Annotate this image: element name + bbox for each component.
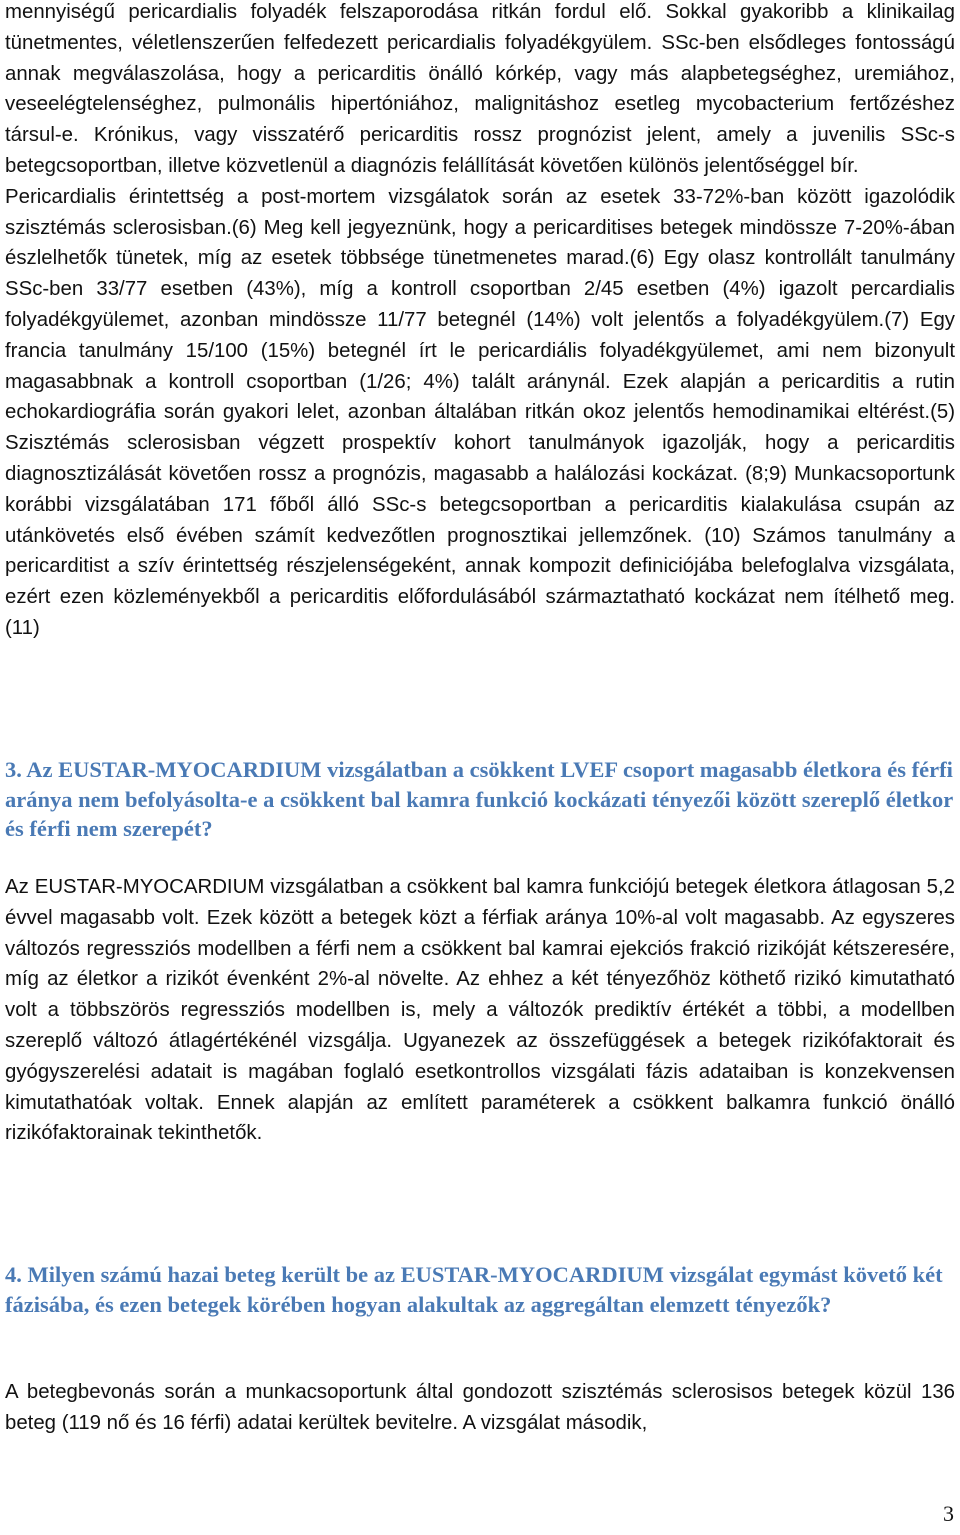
body-paragraph: Pericardialis érintettség a post-mortem vizsgálatok során az esetek 33-72%-ban között igazolódik szisztémás sclerosisban.(6) Meg kell jegyeznünk, hogy a pericarditises betegek mindössze 7-20%-ában észlelhetők tünetek, míg az esetek többsége tünetmenetes marad.(6) Egy olasz kontrollált tanulmány SSc-ben 33/77 esetben (43%), míg a kontroll csoportban 2/45 esetben (4%) igazolt percardialis folyadékgyülemet, azonban mindössze 11/77 betegnél (14%) volt jelentős a folyadékgyülem.(7) Egy francia tanulmány 15/100 (15%) betegnél írt le pericardiális folyadékgyülemet, ami nem bizonyult magasabbnak a kontroll csoportban (1/26; 4%) talált aránynál. Ezek alapján a pericarditis a rutin echokardiográfia során gyakori lelet, azonban általában ritkán okoz jelentős hemodinamikai eltérést.(5) Szisztémás sclerosisban végzett prospektív kohort tanulmányok igazolják, hogy a pericarditis diagnosztizálását követően rossz a prognózis, magasabb a halálozási kockázat. (8;9) Munkacsoportunk korábbi vizsgálatában 171 főből álló SSc-s betegcsoportban a pericarditis kialakulása csupán az utánkövetés első évében számít kedvezőtlen prognosztikai jellemzőnek. (10) Számos tanulmány a pericarditist a szív érintettség részjelenségeként, annak kompozit definiciójába belefoglalva vizsgálata, ezért ezen közleményekből a pericarditis előfordulásából származtatható kockázat nem ítélhető meg. (11) (5, 185, 955, 639)
section-3-paragraph: Az EUSTAR-MYOCARDIUM vizsgálatban a csökkent bal kamra funkciójú betegek életkora átlagosan 5,2 évvel magasabb volt. Ezek között a betegek közt a férfiak aránya 10%-al volt magasabb. Az egyszeres változós regressziós modellben a férfi nem a csökkent bal kamrai ejekciós frakció rizikóját kétszeresére, míg az életkor a rizikót évenként 2%-al növelte. Az ehhez a két tényezőhöz köthető rizikó kimutatható volt a többszörös regressziós modellben is, mely a változók prediktív értékét a többi, a modellben szereplő változó átlagértékénél vizsgálja. Ugyanezek az összefüggések a betegek rizikófaktorait és gyógyszerelési adatait is magában foglaló esetkontrollos vizsgálati fázis adataiban is konzekvensen kimutathatóak voltak. Ennek alapján az említett paraméterek a csökkent balkamra funkció önálló rizikófaktorainak tekinthetők. (5, 876, 955, 1145)
pericarditis-section (5, 0, 955, 644)
section-heading-3: 3. Az EUSTAR-MYOCARDIUM vizsgálatban a csökkent LVEF csoport magasabb életkora és férfi aránya nem befolyásolta-e a csökkent bal kamra funkció kockázati tényezői között szereplő életkor és férfi nem szerepét? (5, 757, 953, 841)
section-heading-4: 4. Milyen számú hazai beteg került be az EUSTAR-MYOCARDIUM vizsgálat egymást követő két fázisába, és ezen betegek körében hogyan alakultak az aggregáltan elemzett tényezők? (5, 1262, 943, 1317)
page-number: 3 (943, 1501, 954, 1526)
section-4-paragraph: A betegbevonás során a munkacsoportunk által gondozott szisztémás sclerosisos betegek közül 136 beteg (119 nő és 16 férfi) adatai kerültek bevitelre. A vizsgálat második, (5, 1381, 955, 1434)
body-paragraph: mennyiségű pericardialis folyadék felszaporodása ritkán fordul elő. Sokkal gyakoribb a klinikailag tünetmentes, véletlenszerűen felfedezett pericardialis folyadékgyülem. SSc-ben elsődleges fontosságú annak megválaszolása, hogy a pericarditis önálló kórkép, vagy más alapbetegséghez, uremiához, veseelégtelenséghez, pulmonális hipertóniához, malignitáshoz esetleg mycobacterium fertőzéshez társul-e. Krónikus, vagy visszatérő pericarditis rossz prognózist jelent, amely a juvenilis SSc-s betegcsoportban, illetve közvetlenül a diagnózis felállítását követően különös jelentőséggel bír. (5, 1, 955, 177)
